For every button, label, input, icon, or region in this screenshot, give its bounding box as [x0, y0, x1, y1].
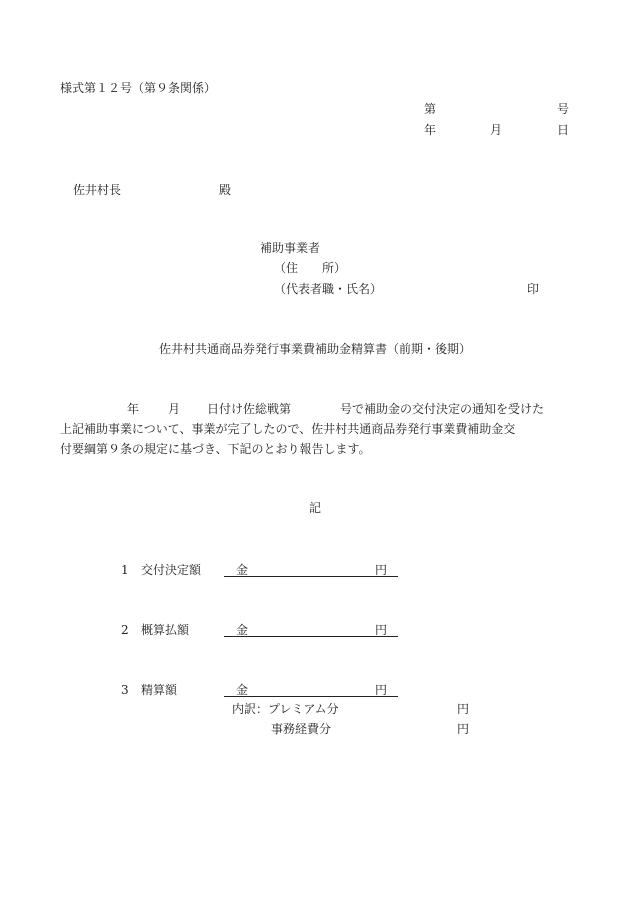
- item-label-advance-payment: 概算払額: [141, 623, 190, 637]
- item-number: 2: [121, 623, 129, 637]
- form-number: 様式第１２号（第９条関係）: [60, 81, 217, 95]
- date-month: 月: [490, 123, 503, 137]
- amount-underline: [224, 696, 398, 697]
- body-line2: 上記補助事業について、事業が完了したので、佐井村共通商品券発行事業費補助金交: [60, 422, 516, 436]
- body-month: 月: [168, 402, 181, 416]
- breakdown-premium-unit: 円: [457, 702, 470, 716]
- item-number: 1: [121, 563, 129, 577]
- item-label-settlement-amount: 精算額: [141, 683, 178, 697]
- breakdown-admin-unit: 円: [457, 722, 470, 736]
- seal-mark: 印: [527, 282, 540, 296]
- item-unit: 円: [375, 683, 388, 697]
- body-line1-middle: 日付け佐総戦第: [207, 402, 292, 416]
- body-line3: 付要綱第９条の規定に基づき、下記のとおり報告します。: [60, 442, 371, 456]
- applicant-representative-label: （代表者職・氏名）: [274, 282, 383, 296]
- item-unit: 円: [375, 623, 388, 637]
- amount-underline: [224, 636, 398, 637]
- breakdown-admin-label: 事務経費分: [271, 722, 332, 736]
- date-year: 年: [424, 123, 437, 137]
- applicant-heading: 補助事業者: [260, 241, 321, 255]
- doc-number-suffix: 号: [557, 102, 570, 116]
- date-day: 日: [557, 123, 570, 137]
- addressee-name: 佐井村長: [73, 183, 122, 197]
- item-currency: 金: [236, 683, 249, 697]
- breakdown-premium-label: 内訳：プレミアム分: [232, 702, 339, 716]
- amount-underline: [224, 576, 398, 577]
- body-year: 年: [127, 402, 140, 416]
- addressee-honorific: 殿: [219, 183, 232, 197]
- item-unit: 円: [375, 563, 388, 577]
- item-label-decided-amount: 交付決定額: [141, 563, 202, 577]
- document-title: 佐井村共通商品券発行事業費補助金精算書（前期・後期）: [158, 342, 471, 356]
- applicant-address-label: （住 所）: [274, 261, 347, 275]
- item-currency: 金: [236, 563, 249, 577]
- item-number: 3: [121, 683, 129, 697]
- body-line1-end: 号で補助金の交付決定の通知を受けた: [340, 402, 545, 416]
- item-currency: 金: [236, 623, 249, 637]
- ki-heading: 記: [308, 501, 321, 515]
- doc-number-prefix: 第: [424, 102, 437, 116]
